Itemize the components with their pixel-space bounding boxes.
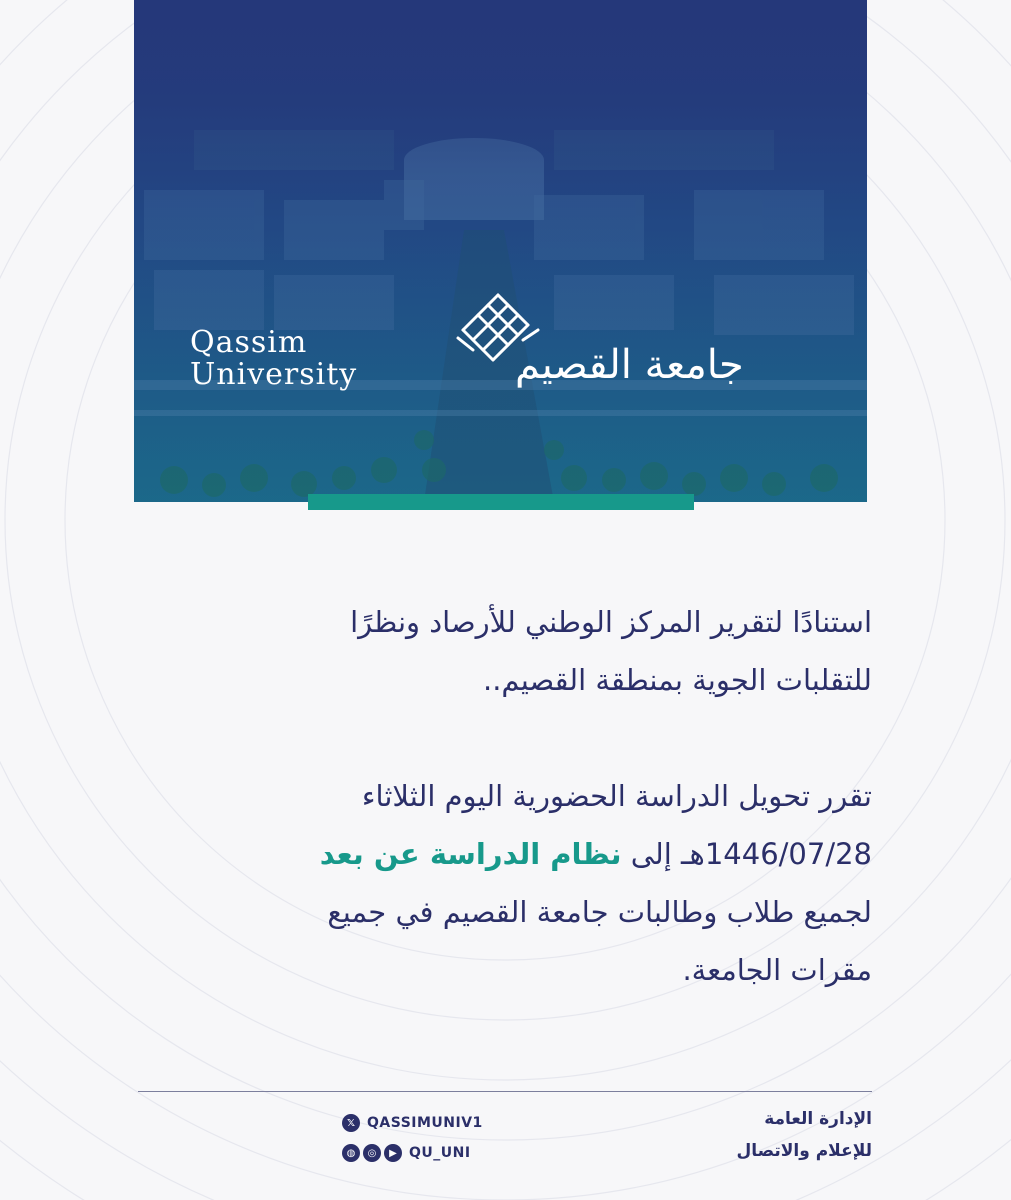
multi-platform-handle-row[interactable] bbox=[342, 1138, 483, 1168]
paragraph2-line4: مقرات الجامعة. bbox=[682, 953, 872, 987]
qu-uni-handle: QU_UNI bbox=[409, 1145, 471, 1161]
department-name bbox=[736, 1103, 872, 1167]
department-line1: الإدارة العامة bbox=[764, 1109, 872, 1129]
paragraph1-line1: استنادًا لتقرير المركز الوطني للأرصاد ونظرًا bbox=[350, 605, 872, 639]
paragraph1-line2: للتقلبات الجوية بمنطقة القصيم.. bbox=[482, 663, 872, 697]
date-text: 1446/07/28هـ bbox=[681, 837, 872, 871]
department-line2: للإعلام والاتصال bbox=[736, 1141, 872, 1161]
snapchat-icon: ◍ bbox=[342, 1144, 360, 1162]
remote-study-highlight: نظام الدراسة عن بعد bbox=[319, 837, 622, 871]
youtube-icon: ▶ bbox=[384, 1144, 402, 1162]
university-logo bbox=[185, 290, 745, 410]
social-handles bbox=[342, 1108, 483, 1168]
logo-arabic-name: جامعة القصيم bbox=[515, 342, 744, 388]
logo-english-line1: Qassim bbox=[190, 325, 308, 360]
logo-english-name bbox=[190, 325, 358, 392]
x-handle: QASSIMUNIV1 bbox=[367, 1115, 483, 1131]
x-handle-row[interactable] bbox=[342, 1108, 483, 1138]
x-icon: 𝕏 bbox=[342, 1114, 360, 1132]
instagram-icon: ◎ bbox=[363, 1144, 381, 1162]
paragraph2-line1: تقرر تحويل الدراسة الحضورية اليوم الثلاثاء bbox=[361, 779, 872, 813]
accent-bar bbox=[308, 494, 694, 510]
announcement-text bbox=[132, 593, 872, 999]
logo-english-line2: University bbox=[190, 357, 358, 392]
hero-campus-image bbox=[134, 0, 867, 502]
paragraph2-line2 bbox=[132, 825, 872, 883]
footer-divider bbox=[138, 1091, 872, 1092]
paragraph2-line3: لجميع طلاب وطالبات جامعة القصيم في جميع bbox=[327, 895, 872, 929]
connector-text: إلى bbox=[621, 837, 682, 871]
